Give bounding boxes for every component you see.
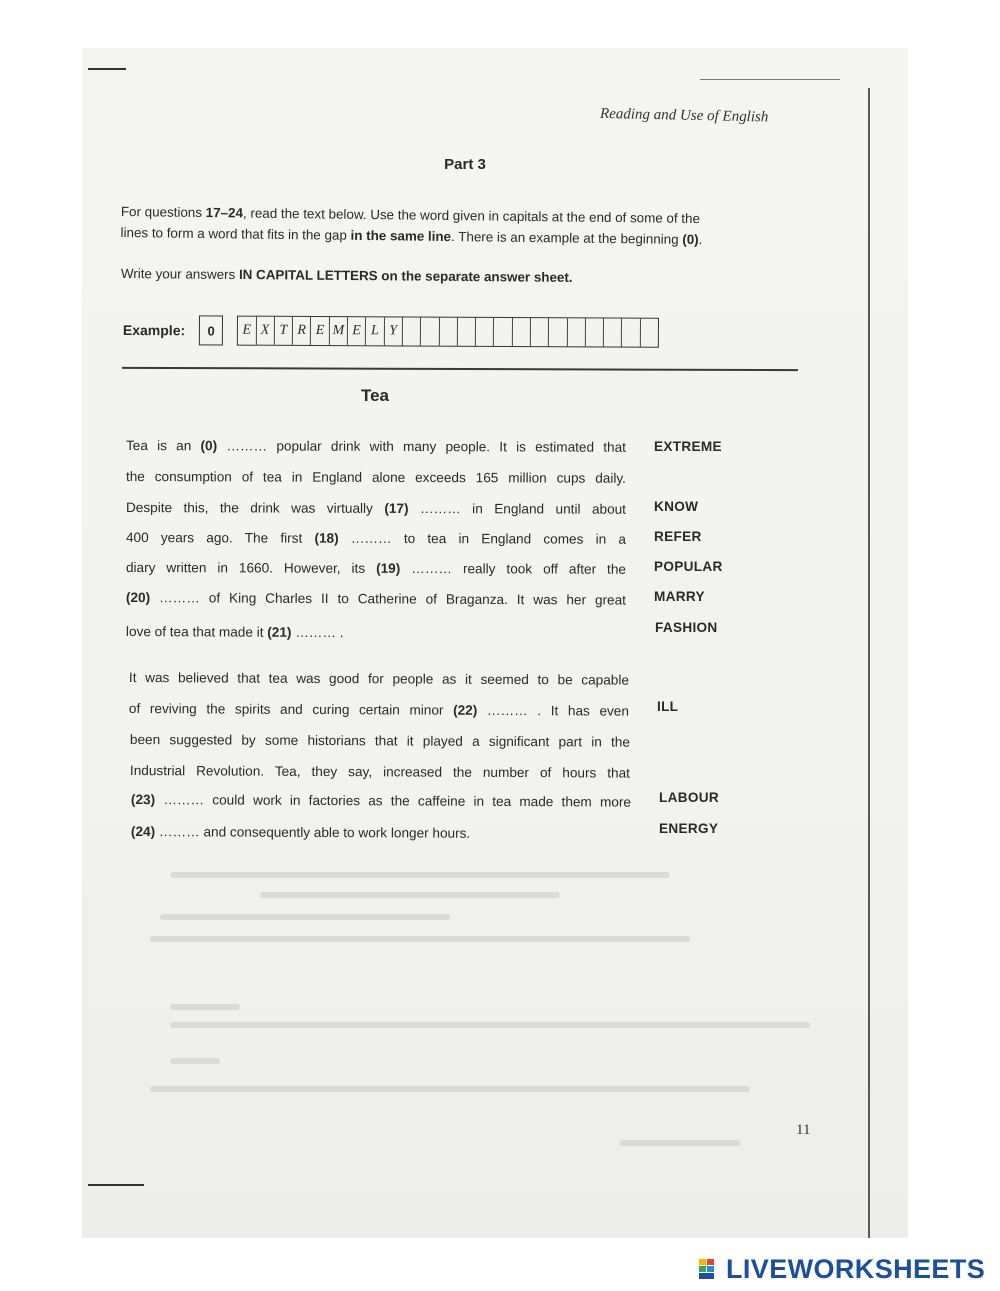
answer-letter-box <box>458 318 476 346</box>
instruction-line-2: lines to form a word that fits in the gap in the same line. There is an example at the beginning (0). <box>120 224 703 248</box>
answer-instruction: Write your answers IN CAPITAL LETTERS on the separate answer sheet. <box>120 265 573 285</box>
keyword-refer: REFER <box>654 529 702 544</box>
answer-letter-boxes <box>237 316 659 348</box>
instruction-line-1: For questions 17–24, read the text below. Use the word given in capitals at the end of some of the <box>120 203 701 227</box>
liveworksheets-brand[interactable] <box>698 1252 985 1286</box>
bleed-through <box>160 914 450 920</box>
section-header: Reading and Use of English <box>599 105 769 126</box>
answer-letter-box <box>604 319 622 347</box>
margin-dash-bottom <box>88 1184 144 1186</box>
answer-letter-box: E <box>238 317 256 345</box>
bleed-through <box>620 1140 740 1146</box>
text-line: Despite this, the drink was virtually (17) ……… in England until about <box>125 500 627 517</box>
part-title: Part 3 <box>444 156 486 173</box>
bleed-through <box>260 892 560 898</box>
answer-letter-box: E <box>348 317 366 345</box>
answer-letter-box <box>567 318 585 346</box>
page-edge <box>868 88 870 1238</box>
keyword-popular: POPULAR <box>654 559 723 574</box>
answer-letter-box <box>439 318 457 346</box>
bleed-through <box>150 1086 750 1092</box>
text-line: It was believed that tea was good for people as it seemed to be capable <box>128 670 629 688</box>
answer-letter-box <box>476 318 494 346</box>
brand-name: LIVEWORKSHEETS <box>726 1253 986 1284</box>
answer-letter-box <box>622 319 640 347</box>
instructions <box>120 201 810 251</box>
keyword-marry: MARRY <box>654 589 705 604</box>
example-row <box>123 314 659 349</box>
example-label: Example: <box>122 321 186 339</box>
keyword-fashion: FASHION <box>655 620 718 635</box>
answer-letter-box: Y <box>384 317 402 345</box>
keyword-ill: ILL <box>657 699 679 714</box>
keyword-labour: LABOUR <box>659 790 719 805</box>
text-line: Industrial Revolution. Tea, they say, increased the number of hours that <box>129 763 630 781</box>
text-line: diary written in 1660. However, its (19) ……… really took off after the <box>125 560 626 577</box>
text-title: Tea <box>360 386 390 405</box>
answer-letter-box <box>586 318 604 346</box>
top-rule <box>700 79 840 80</box>
bleed-through <box>170 1058 220 1064</box>
answer-letter-box: L <box>366 317 384 345</box>
answer-letter-box: M <box>330 317 348 345</box>
answer-letter-box: X <box>256 317 274 345</box>
keyword-extreme: EXTREME <box>654 439 722 454</box>
text-line: been suggested by some historians that it played a significant part in the <box>129 732 630 750</box>
answer-letter-box: R <box>293 317 311 345</box>
answer-letter-box <box>531 318 549 346</box>
liveworksheets-logo-icon <box>698 1256 724 1282</box>
keyword-know: KNOW <box>654 499 699 514</box>
text-line: Tea is an (0) ……… popular drink with many people. It is estimated that <box>125 438 626 455</box>
bleed-through <box>170 1004 240 1010</box>
keyword-energy: ENERGY <box>659 821 719 836</box>
text-line: (24) ……… and consequently able to work longer hours. <box>130 824 471 841</box>
page-number: 11 <box>796 1122 811 1138</box>
answer-letter-box <box>494 318 512 346</box>
bleed-through <box>170 872 670 878</box>
text-line: (20) ……… of King Charles II to Catherine of Braganza. It was her great <box>125 590 626 608</box>
answer-letter-box: E <box>311 317 329 345</box>
bleed-through <box>170 1022 810 1028</box>
answer-letter-box: T <box>275 317 293 345</box>
answer-letter-box <box>421 318 439 346</box>
example-number-box: 0 <box>199 315 223 345</box>
answer-letter-box <box>513 318 531 346</box>
text-line: of reviving the spirits and curing certain minor (22) ……… . It has even <box>128 701 629 719</box>
text-line: (23) ……… could work in factories as the caffeine in tea made them more <box>130 792 631 810</box>
text-line: love of tea that made it (21) ……… . <box>125 624 344 641</box>
answer-letter-box <box>641 319 658 347</box>
margin-dash-top <box>88 68 126 70</box>
answer-letter-box <box>403 317 421 345</box>
text-line: the consumption of tea in England alone exceeds 165 million cups daily. <box>125 469 626 486</box>
bleed-through <box>150 936 690 942</box>
text-line: 400 years ago. The first (18) ……… to tea in England comes in a <box>125 530 626 547</box>
answer-letter-box <box>549 318 567 346</box>
